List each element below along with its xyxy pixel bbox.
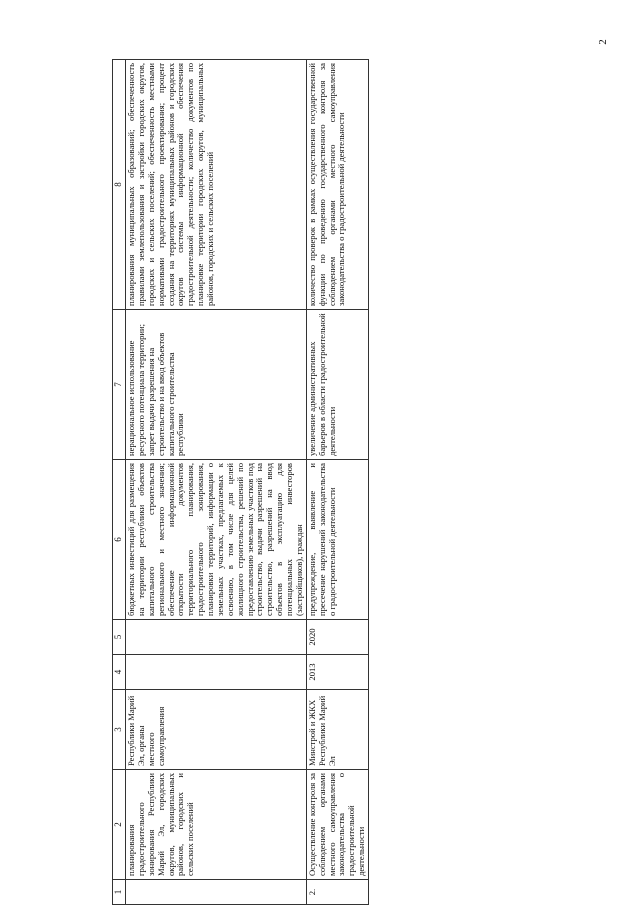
consequences-cell: нерациональное использование ресурсного потенциала территории; запрет выдачи разрешения на строительство и на ввод объектов капитального строительства республики bbox=[126, 310, 307, 460]
measure-cell: Осуществление контроля за соблюдением органами местного самоуправления законодательства о градостроительной деятельности bbox=[306, 770, 368, 880]
indicators-cell: планирования муниципальных образований; обеспеченность правилами землепользования и застройки городских округов, городских и сельских поселений; обеспеченность местными нормативами градостроительного проектирования; процент создания на территориях муниципальных районов и городских округов системы информационной обеспечения градостроительной деятельности; количество документов по планировке территории городских округов, муниципальных районов, городских и сельских поселений bbox=[126, 60, 307, 310]
page-number: 2 bbox=[597, 39, 609, 45]
column-header: 5 bbox=[113, 620, 126, 655]
row-number bbox=[126, 880, 307, 905]
end-year-cell: 2020 bbox=[306, 620, 368, 655]
indicators-cell: количество проверок в рамках осуществления государственной функции по проведению государственного контроля за соблюдением органами местного самоуправления законодательства о градостроительной деятельности bbox=[306, 60, 368, 310]
measure-cell: планирования градостроительного зонирования Республики Марий Эл, городских округов, муниципальных районов, городских и сельских поселений bbox=[126, 770, 307, 880]
column-header: 7 bbox=[113, 310, 126, 460]
header-row bbox=[113, 60, 126, 905]
row-number: 2. bbox=[306, 880, 368, 905]
column-header: 8 bbox=[113, 60, 126, 310]
executor-cell: Республики Марий Эл, органы местного самоуправления bbox=[126, 690, 307, 770]
column-header: 2 bbox=[113, 770, 126, 880]
content-cell: бюджетных инвестиций для размещения на территории республики объектов капитального строительства регионального и местного значения; обеспечение информационной открытости документов территориального планирования, градостроительного зонирования, планировки территорий, информации о земельных участках, предлагаемых к освоению, в том числе для целей жилищного строительства, решений по предоставлению земельных участков под строительство, выдачи разрешений на строительство, разрешений на ввод объектов в эксплуатацию для потенциальных инвесторов (застройщиков), граждан bbox=[126, 460, 307, 620]
start-year-cell: 2013 bbox=[306, 655, 368, 690]
table-row bbox=[306, 60, 368, 905]
start-year-cell bbox=[126, 655, 307, 690]
column-header: 6 bbox=[113, 460, 126, 620]
column-header: 1 bbox=[113, 880, 126, 905]
consequences-cell: увеличение административных барьеров в области градостроительной деятельности bbox=[306, 310, 368, 460]
table-row bbox=[126, 60, 307, 905]
executor-cell: Минстрой и ЖКХ Республики Марий Эл bbox=[306, 690, 368, 770]
content-cell: предупреждение, выявление и пресечение нарушений законодательства о градостроительной деятельности bbox=[306, 460, 368, 620]
rotated-table-container bbox=[112, 60, 600, 905]
program-measures-table bbox=[112, 59, 369, 905]
end-year-cell bbox=[126, 620, 307, 655]
column-header: 4 bbox=[113, 655, 126, 690]
column-header: 3 bbox=[113, 690, 126, 770]
